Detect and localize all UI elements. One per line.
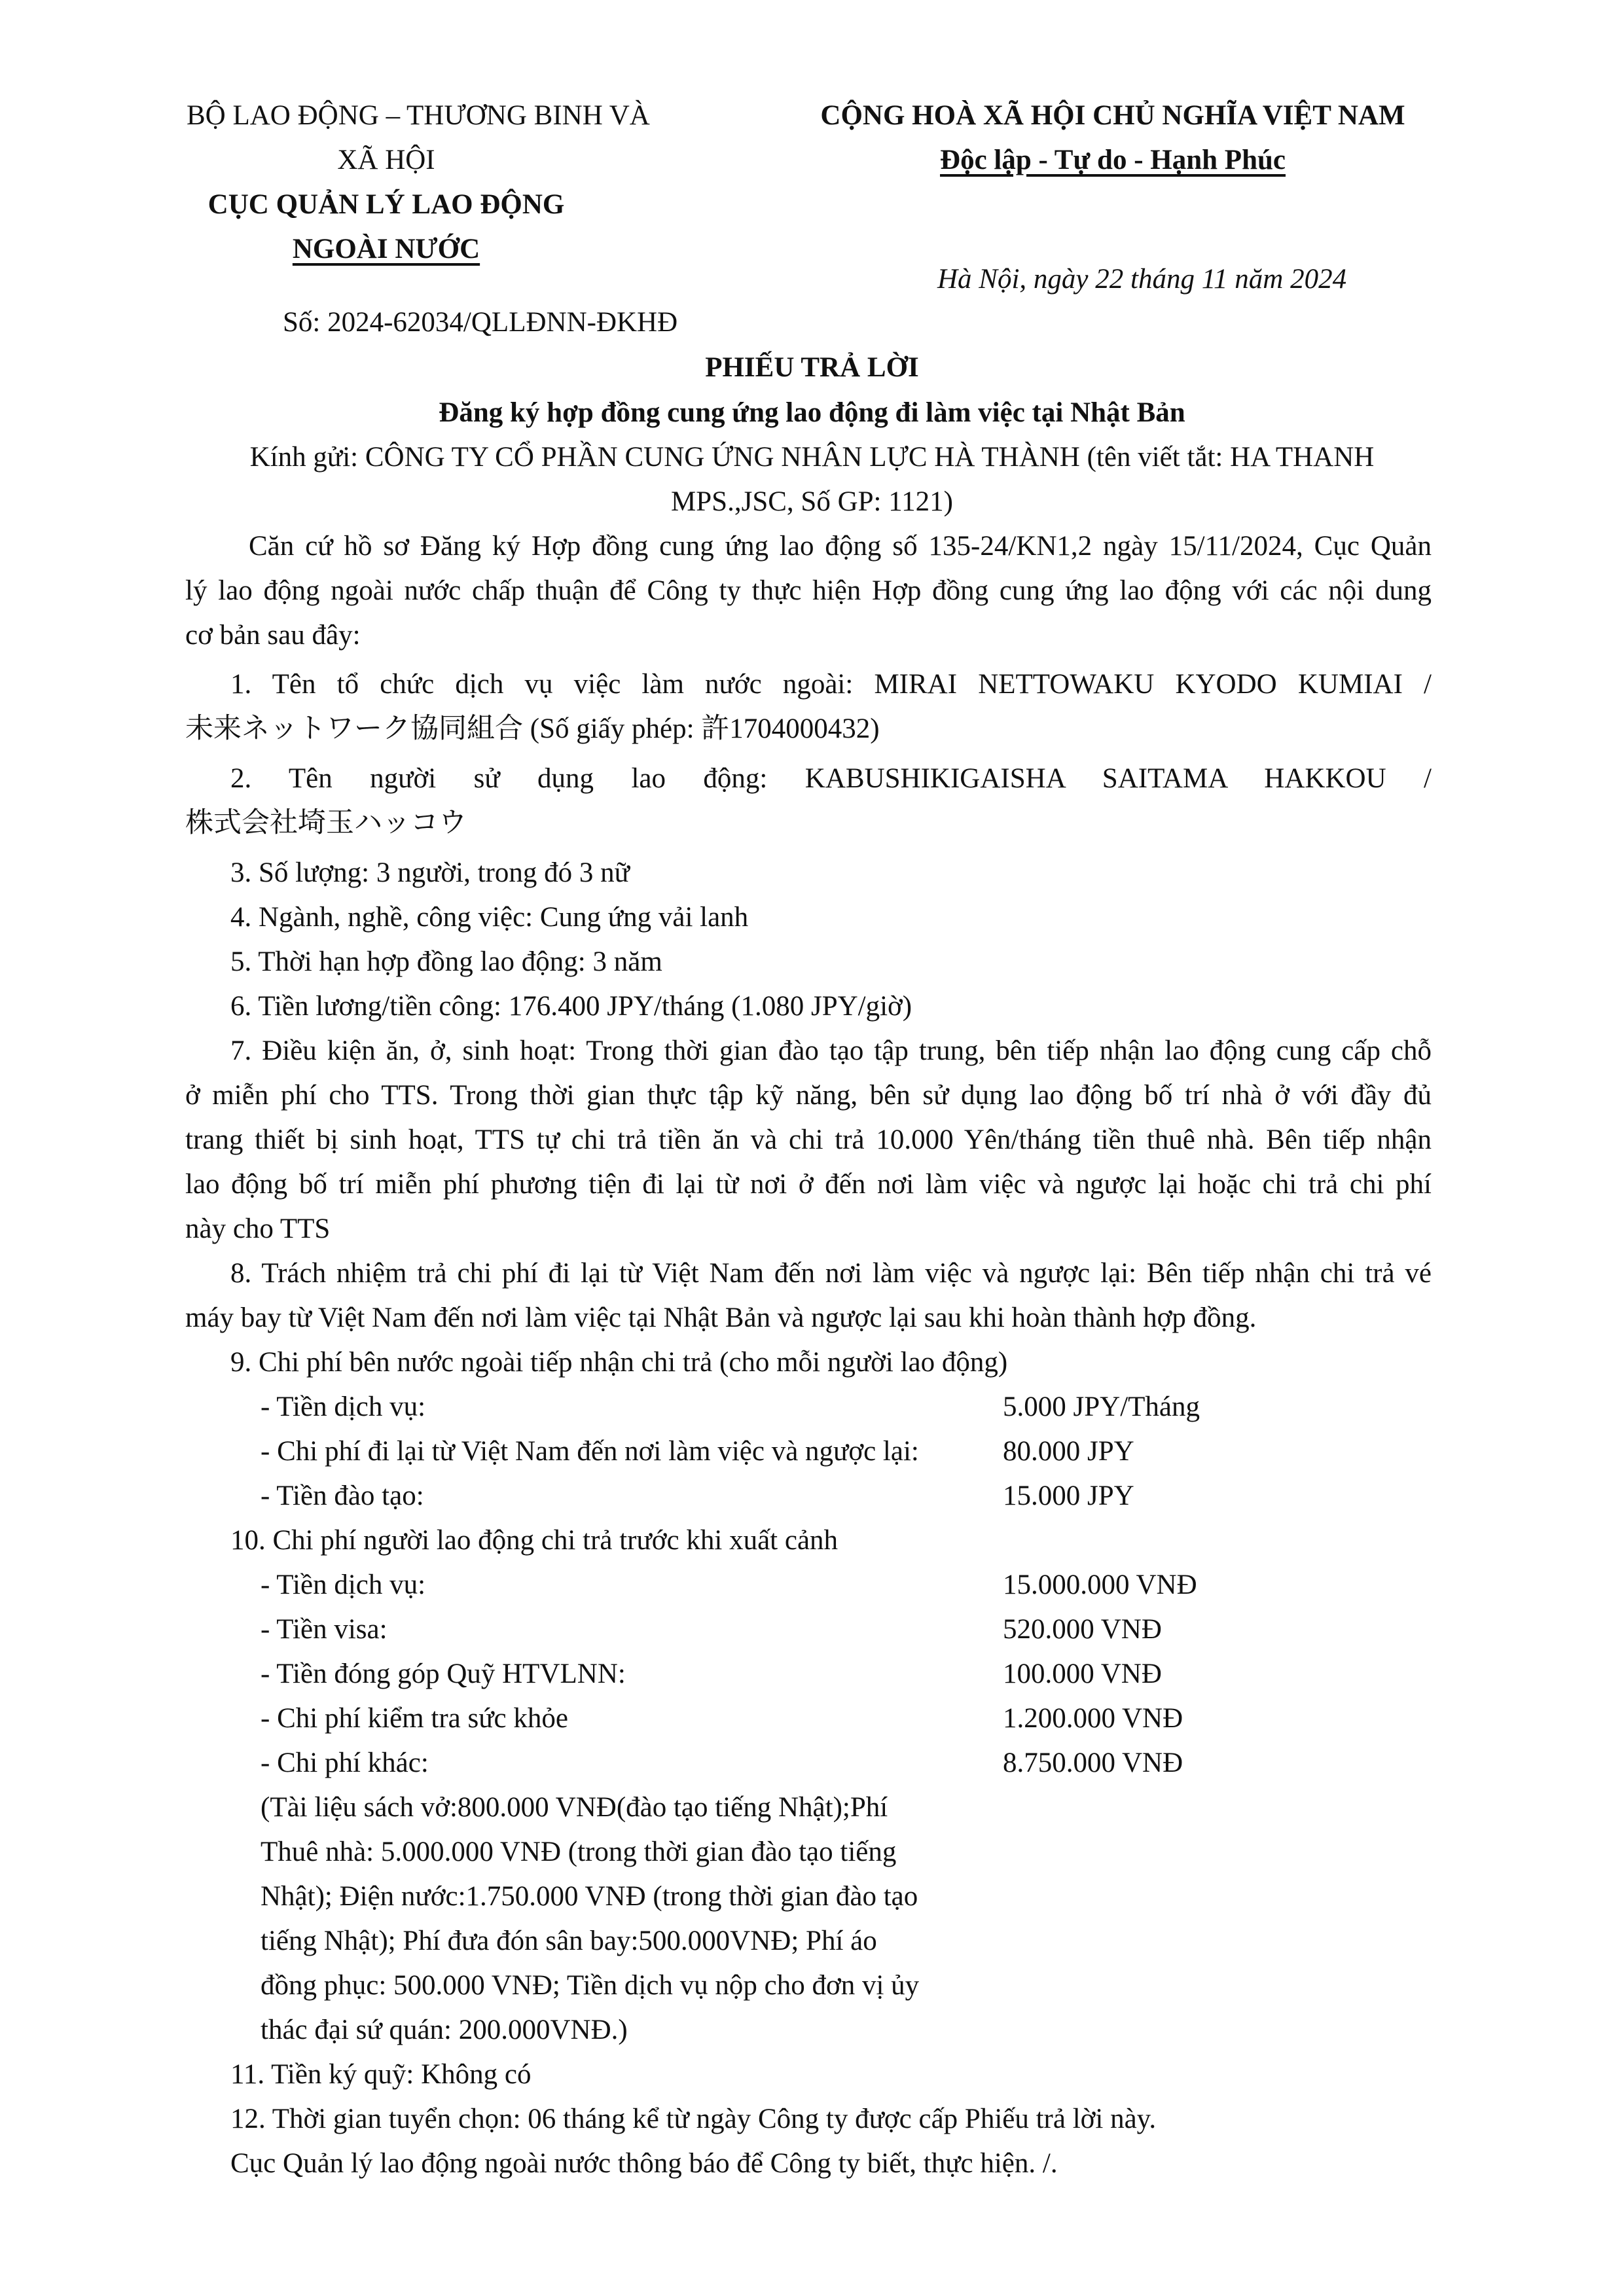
cost-label: - Chi phí khác: — [261, 1748, 429, 1778]
other-costs-note-line: thác đại sứ quán: 200.000VNĐ.) — [261, 2015, 628, 2045]
other-costs-note-line: tiếng Nhật); Phí đưa đón sân bay:500.000VNĐ; Phí áo — [261, 1926, 877, 1956]
ministry-name-line1: BỘ LAO ĐỘNG – THƯƠNG BINH VÀ — [187, 100, 650, 131]
cost-label: - Tiền visa: — [261, 1614, 388, 1645]
other-costs-note-line: Nhật); Điện nước:1.750.000 VNĐ (trong thời gian đào tạo — [261, 1881, 918, 1912]
cost-value: 15.000 JPY — [1003, 1480, 1134, 1511]
other-costs-note-line: (Tài liệu sách vở:800.000 VNĐ(đào tạo tiếng Nhật);Phí — [261, 1792, 888, 1823]
item-2-line1: 2. Tên người sử dụng lao động: KABUSHIKIGAISHA SAITAMA HAKKOU / — [230, 763, 1432, 794]
cost-label: - Tiền đào tạo: — [261, 1480, 424, 1511]
document-title: PHIẾU TRẢ LỜI — [705, 352, 919, 383]
cost-value: 100.000 VNĐ — [1003, 1659, 1162, 1689]
cost-value: 15.000.000 VNĐ — [1003, 1570, 1197, 1600]
item-11: 11. Tiền ký quỹ: Không có — [230, 2059, 532, 2090]
item-1-line1: 1. Tên tổ chức dịch vụ việc làm nước ngoài: MIRAI NETTOWAKU KYODO KUMIAI / — [230, 669, 1432, 700]
item-6: 6. Tiền lương/tiền công: 176.400 JPY/tháng (1.080 JPY/giờ) — [230, 991, 912, 1022]
item-7-line4: lao động bố trí miễn phí phương tiện đi lại từ nơi ở đến nơi làm việc và ngược lại hoặc chi trả chi phí — [185, 1169, 1432, 1200]
cost-value: 5.000 JPY/Tháng — [1003, 1391, 1200, 1422]
closing-statement: Cục Quản lý lao động ngoài nước thông báo để Công ty biết, thực hiện. /. — [230, 2148, 1058, 2179]
document-number: Số: 2024-62034/QLLĐNN-ĐKHĐ — [283, 307, 678, 338]
item-9-title: 9. Chi phí bên nước ngoài tiếp nhận chi trả (cho mỗi người lao động) — [230, 1347, 1008, 1378]
place-date: Hà Nội, ngày 22 tháng 11 năm 2024 — [937, 264, 1347, 295]
item-5: 5. Thời hạn hợp đồng lao động: 3 năm — [230, 946, 662, 977]
ministry-name-line2: XÃ HỘI — [337, 145, 435, 175]
cost-value: 1.200.000 VNĐ — [1003, 1703, 1183, 1734]
intro-line1: Căn cứ hồ sơ Đăng ký Hợp đồng cung ứng lao động số 135-24/KN1,2 ngày 15/11/2024, Cục Quản — [249, 531, 1432, 562]
other-costs-note-line: đồng phục: 500.000 VNĐ; Tiền dịch vụ nộp cho đơn vị ủy — [261, 1970, 920, 2001]
intro-line2: lý lao động ngoài nước chấp thuận để Công ty thực hiện Hợp đồng cung ứng lao động với các nội dung — [185, 575, 1432, 606]
national-motto: Độc lập - Tự do - Hạnh Phúc — [940, 145, 1286, 175]
item-7-line1: 7. Điều kiện ăn, ở, sinh hoạt: Trong thời gian đào tạo tập trung, bên tiếp nhận lao động cung cấp chỗ — [230, 1035, 1432, 1066]
item-12: 12. Thời gian tuyển chọn: 06 tháng kể từ ngày Công ty được cấp Phiếu trả lời này. — [230, 2104, 1157, 2134]
cost-label: - Chi phí đi lại từ Việt Nam đến nơi làm việc và ngược lại: — [261, 1436, 919, 1467]
other-costs-note-line: Thuê nhà: 5.000.000 VNĐ (trong thời gian đào tạo tiếng — [261, 1837, 897, 1867]
cost-label: - Chi phí kiểm tra sức khỏe — [261, 1703, 568, 1734]
recipient-line1: Kính gửi: CÔNG TY CỔ PHẦN CUNG ỨNG NHÂN LỰC HÀ THÀNH (tên viết tắt: HA THANH — [249, 442, 1375, 473]
document-subtitle: Đăng ký hợp đồng cung ứng lao động đi làm việc tại Nhật Bản — [439, 397, 1185, 428]
item-4: 4. Ngành, nghề, công việc: Cung ứng vải lanh — [230, 902, 749, 933]
intro-line3: cơ bản sau đây: — [185, 620, 361, 651]
item-7-line2: ở miễn phí cho TTS. Trong thời gian thực tập kỹ năng, bên sử dụng lao động bố trí nhà ở với đầy đủ — [185, 1080, 1432, 1111]
cost-value: 8.750.000 VNĐ — [1003, 1748, 1183, 1778]
item-8-line1: 8. Trách nhiệm trả chi phí đi lại từ Việt Nam đến nơi làm việc và ngược lại: Bên tiếp nhận chi trả vé — [230, 1258, 1432, 1289]
cost-label: - Tiền dịch vụ: — [261, 1391, 426, 1422]
cost-value: 520.000 VNĐ — [1003, 1614, 1162, 1645]
item-1-line2: 未来ネットワーク協同組合 (Số giấy phép: 許1704000432) — [185, 713, 880, 744]
item-3: 3. Số lượng: 3 người, trong đó 3 nữ — [230, 857, 630, 888]
item-2-line2: 株式会社埼玉ハッコウ — [185, 808, 467, 838]
recipient-line2: MPS.,JSC, Số GP: 1121) — [671, 486, 953, 517]
item-10-title: 10. Chi phí người lao động chi trả trước khi xuất cảnh — [230, 1525, 839, 1556]
item-7-line3: trang thiết bị sinh hoạt, TTS tự chi trả tiền ăn và chi trả 10.000 Yên/tháng tiền thuê nhà. Bên tiếp nhận — [185, 1124, 1432, 1155]
cost-label: - Tiền đóng góp Quỹ HTVLNN: — [261, 1659, 626, 1689]
national-title: CỘNG HOÀ XÃ HỘI CHỦ NGHĨA VIỆT NAM — [820, 100, 1405, 131]
item-8-line2: máy bay từ Việt Nam đến nơi làm việc tại Nhật Bản và ngược lại sau khi hoàn thành hợp đồng. — [185, 1302, 1257, 1333]
department-name-line1: CỤC QUẢN LÝ LAO ĐỘNG — [208, 189, 565, 220]
department-name-line2: NGOÀI NƯỚC — [292, 234, 480, 264]
cost-label: - Tiền dịch vụ: — [261, 1570, 426, 1600]
cost-value: 80.000 JPY — [1003, 1436, 1134, 1467]
item-7-line5: này cho TTS — [185, 1213, 331, 1244]
